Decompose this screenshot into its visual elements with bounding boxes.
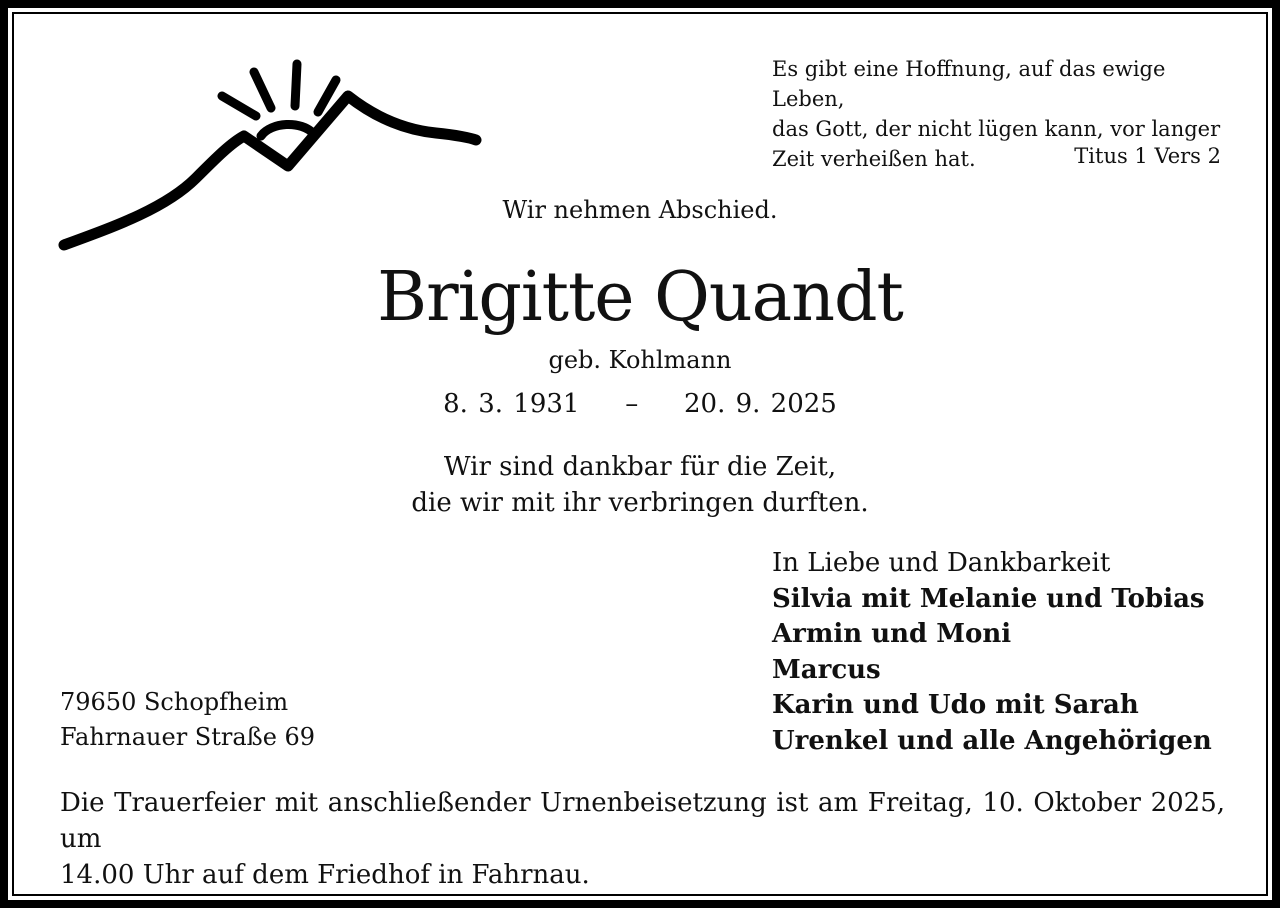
date-separator: – <box>625 389 639 419</box>
gratitude-line: die wir mit ihr verbringen durften. <box>411 488 869 518</box>
mourner-line: Karin und Udo mit Sarah <box>772 690 1139 720</box>
family-list <box>772 546 1242 759</box>
death-date: 20. 9. 2025 <box>683 389 837 419</box>
family-heading: In Liebe und Dankbarkeit <box>772 548 1111 578</box>
mourner-line: Silvia mit Melanie und Tobias <box>772 583 1205 614</box>
gratitude-text <box>0 449 1280 521</box>
mourner-line: Armin und Moni <box>772 619 1012 649</box>
gratitude-line: Wir sind dankbar für die Zeit, <box>443 452 837 482</box>
life-dates <box>0 386 1280 422</box>
farewell-intro: Wir nehmen Abschied. <box>502 196 778 224</box>
address-block <box>60 685 315 755</box>
verse-reference: Titus 1 Vers 2 <box>1074 144 1221 168</box>
mourner-line: Marcus <box>772 654 881 685</box>
maiden-name: geb. Kohlmann <box>548 346 732 374</box>
service-line: Die Trauerfeier mit anschließender Urnenbeisetzung ist am Freitag, 10. Oktober 2025, um <box>60 788 1225 854</box>
verse-line: Zeit verheißen hat. <box>772 147 976 171</box>
verse-line: Es gibt eine Hoffnung, auf das ewige Leben, <box>772 57 1166 111</box>
birth-date: 8. 3. 1931 <box>443 389 580 419</box>
funeral-service-notice <box>60 785 1225 893</box>
deceased-name: Brigitte Quandt <box>377 258 903 337</box>
service-line: 14.00 Uhr auf dem Friedhof in Fahrnau. <box>60 860 590 890</box>
address-city: 79650 Schopfheim <box>60 688 289 716</box>
address-street: Fahrnauer Straße 69 <box>60 723 316 751</box>
mourner-line: Urenkel und alle Angehörigen <box>772 725 1212 756</box>
verse-line: das Gott, der nicht lügen kann, vor langer <box>772 117 1221 141</box>
